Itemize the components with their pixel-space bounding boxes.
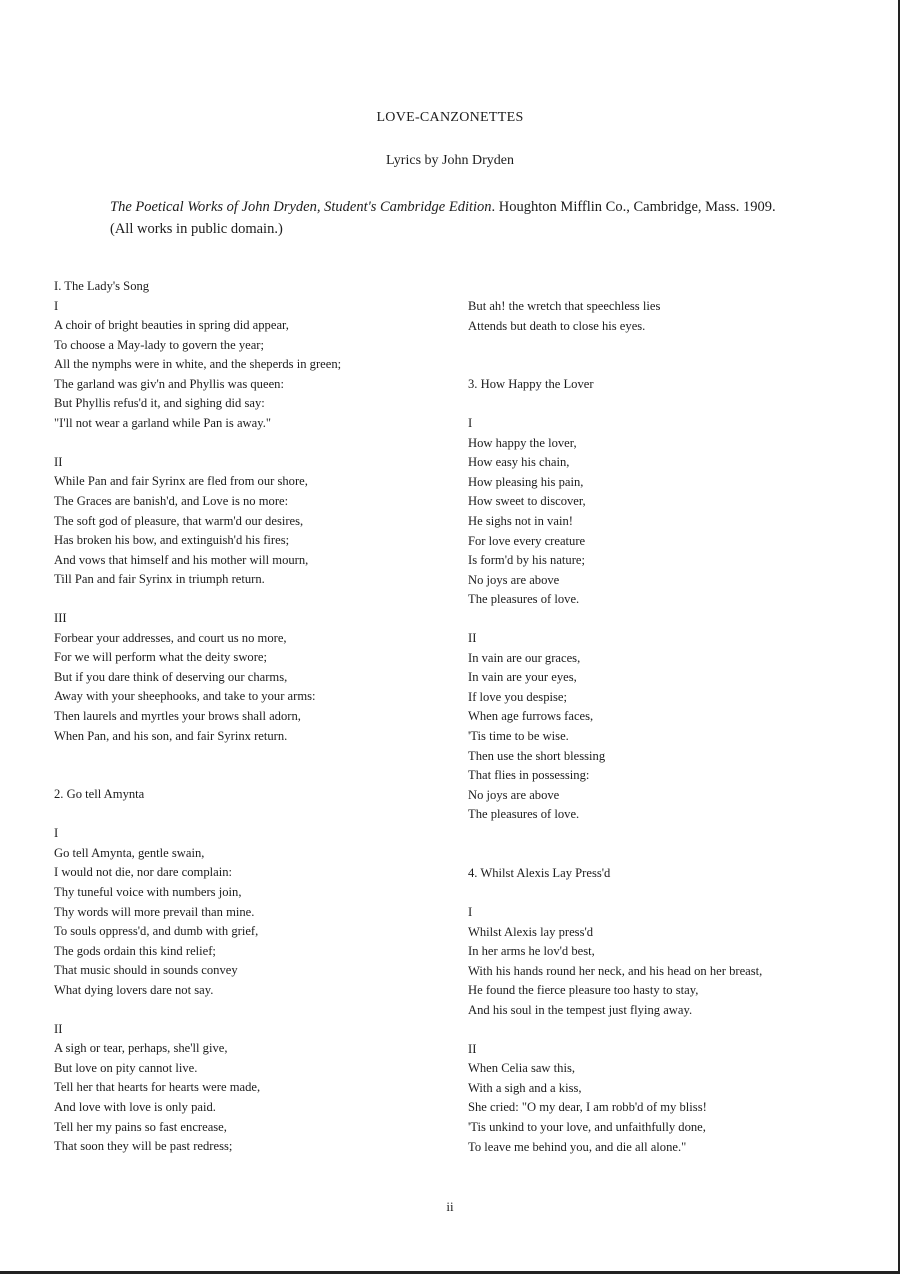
verse-line: Whilst Alexis lay press'd [468, 924, 594, 939]
verse-line: 3. How Happy the Lover [468, 377, 594, 392]
verse-line: Tell her my pains so fast encrease, [54, 1119, 227, 1134]
verse-line: Thy words will more prevail than mine. [54, 904, 255, 919]
blank-line [468, 825, 888, 845]
verse-line: II [54, 454, 63, 469]
verse-line: II [468, 1041, 477, 1056]
blank-line [468, 1020, 888, 1040]
blank-line [54, 433, 454, 453]
verse-line: How easy his chain, [468, 455, 570, 470]
verse-line: That flies in possessing: [468, 768, 590, 783]
verse-line: That soon they will be past redress; [54, 1139, 233, 1154]
blank-line [468, 395, 888, 415]
verse-line: A choir of bright beauties in spring did appear, [54, 318, 289, 333]
blank-line [54, 805, 454, 825]
verse-line: How sweet to discover, [468, 494, 586, 509]
verse-line: And his soul in the tempest just flying away. [468, 1002, 693, 1017]
verse-line: When Pan, and his son, and fair Syrinx return. [54, 728, 288, 743]
verse-line: He found the fierce pleasure too hasty to stay, [468, 983, 699, 998]
verse-line: Till Pan and fair Syrinx in triumph return. [54, 572, 265, 587]
verse-line: The garland was giv'n and Phyllis was queen: [54, 376, 284, 391]
blank-line [468, 610, 888, 630]
verse-line: With a sigh and a kiss, [468, 1080, 582, 1095]
verse-line: Tell her that hearts for hearts were made, [54, 1080, 261, 1095]
verse-line: Away with your sheephooks, and take to your arms: [54, 689, 316, 704]
verse-line: 'Tis time to be wise. [468, 729, 569, 744]
verse-line: If love you despise; [468, 689, 567, 704]
verse-line: I. The Lady's Song [54, 279, 150, 293]
blank-line [468, 336, 888, 356]
verse-line: I would not die, nor dare complain: [54, 865, 233, 880]
verse-line: 2. Go tell Amynta [54, 787, 145, 802]
verse-line: When Celia saw this, [468, 1061, 576, 1076]
verse-line: I [54, 298, 59, 313]
blank-line [468, 883, 888, 903]
verse-line: To leave me behind you, and die all alone." [468, 1139, 687, 1154]
verse-line: In her arms he lov'd best, [468, 944, 595, 959]
blank-line [468, 356, 888, 376]
verse-line: But if you dare think of deserving our charms, [54, 669, 288, 684]
verse-line: All the nymphs were in white, and the sheperds in green; [54, 357, 342, 372]
verse-line: When age furrows faces, [468, 709, 594, 724]
verse-line: To souls oppress'd, and dumb with grief, [54, 924, 259, 939]
verse-line: But love on pity cannot live. [54, 1060, 198, 1075]
verse-line: He sighs not in vain! [468, 514, 573, 529]
verse-line: No joys are above [468, 572, 560, 587]
verse-line: I [468, 904, 473, 919]
verse-line: Attends but death to close his eyes. [468, 318, 646, 333]
verse-line: With his hands round her neck, and his head on her breast, [468, 963, 763, 978]
document-title: LOVE-CANZONETTES [376, 110, 524, 125]
verse-line: To choose a May-lady to govern the year; [54, 337, 264, 352]
verse-line: But Phyllis refus'd it, and sighing did say: [54, 396, 265, 411]
verse-line: The pleasures of love. [468, 807, 580, 822]
source-book-title: The Poetical Works of John Dryden, Student's Cambridge Edition [110, 199, 492, 215]
document-subtitle: Lyrics by John Dryden [386, 153, 514, 168]
verse-line: No joys are above [468, 787, 560, 802]
page-number: ii [446, 1199, 454, 1214]
verse-line: II [54, 1021, 63, 1036]
verse-line: Thy tuneful voice with numbers join, [54, 884, 242, 899]
verse-line: 4. Whilst Alexis Lay Press'd [468, 865, 611, 880]
verse-line: That music should in sounds convey [54, 963, 238, 978]
verse-line: I [468, 416, 473, 431]
verse-line: 'Tis unkind to your love, and unfaithfully done, [468, 1119, 706, 1134]
verse-line: And love with love is only paid. [54, 1099, 216, 1114]
verse-line: How pleasing his pain, [468, 474, 584, 489]
blank-line [54, 746, 454, 766]
verse-line: III [54, 611, 67, 626]
left-text-column [54, 277, 454, 1157]
verse-line: Forbear your addresses, and court us no more, [54, 630, 287, 645]
verse-line: The soft god of pleasure, that warm'd our desires, [54, 513, 304, 528]
verse-line: A sigh or tear, perhaps, she'll give, [54, 1041, 228, 1056]
verse-line: For love every creature [468, 533, 586, 548]
blank-line [54, 590, 454, 610]
verse-line: Go tell Amynta, gentle swain, [54, 845, 205, 860]
verse-line: The gods ordain this kind relief; [54, 943, 216, 958]
verse-line: And vows that himself and his mother will mourn, [54, 552, 309, 567]
verse-line: The Graces are banish'd, and Love is no more: [54, 494, 289, 509]
verse-line: While Pan and fair Syrinx are fled from our shore, [54, 474, 308, 489]
verse-line: Is form'd by his nature; [468, 553, 585, 568]
verse-line: In vain are our graces, [468, 650, 581, 665]
blank-line [54, 766, 454, 786]
verse-line: But ah! the wretch that speechless lies [468, 299, 661, 313]
verse-line: Then use the short blessing [468, 748, 606, 763]
source-citation [110, 196, 800, 240]
verse-line: Has broken his bow, and extinguish'd his fires; [54, 533, 290, 548]
verse-line: What dying lovers dare not say. [54, 982, 214, 997]
verse-line: I [54, 826, 59, 841]
verse-line: For we will perform what the deity swore; [54, 650, 267, 665]
verse-line: II [468, 631, 477, 646]
blank-line [54, 1000, 454, 1020]
source-publisher: . Houghton Mifflin Co., Cambridge, Mass. 1909. (All works in public domain.) [110, 199, 776, 237]
verse-line: Then laurels and myrtles your brows shall adorn, [54, 709, 301, 724]
right-text-column [468, 297, 888, 1157]
blank-line [468, 844, 888, 864]
verse-line: She cried: "O my dear, I am robb'd of my bliss! [468, 1100, 707, 1115]
verse-line: How happy the lover, [468, 435, 577, 450]
verse-line: In vain are your eyes, [468, 670, 577, 685]
verse-line: "I'll not wear a garland while Pan is away." [54, 415, 272, 430]
verse-line: The pleasures of love. [468, 592, 580, 607]
